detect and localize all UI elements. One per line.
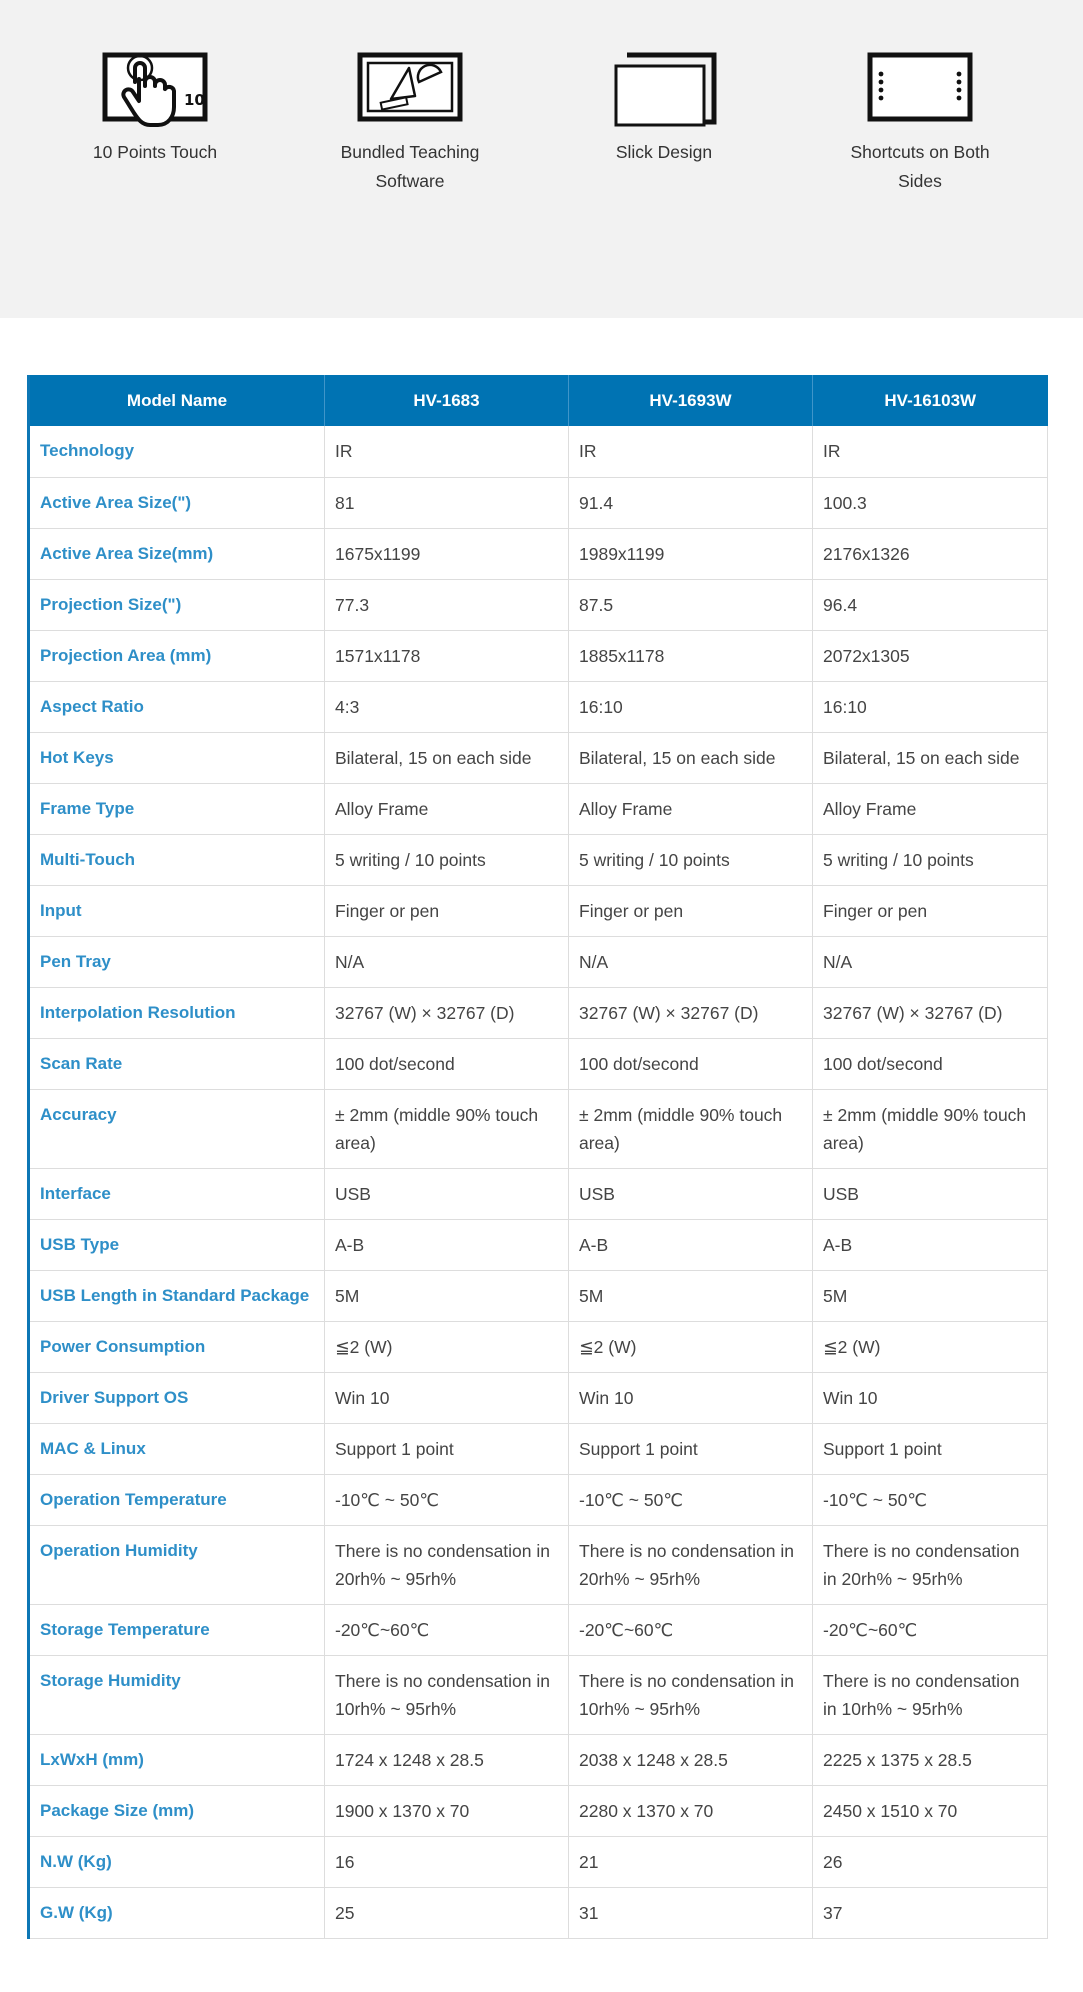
table-cell: 77.3 [325,579,569,630]
table-cell: 1885x1178 [569,630,813,681]
row-label: Frame Type [29,783,325,834]
row-label: Accuracy [29,1089,325,1168]
row-label: LxWxH (mm) [29,1734,325,1785]
table-cell: Win 10 [325,1372,569,1423]
row-label: Storage Humidity [29,1655,325,1734]
table-row [29,783,1048,834]
table-cell: ± 2mm (middle 90% touch area) [569,1089,813,1168]
feature-teaching-software [300,52,520,195]
row-label: Multi-Touch [29,834,325,885]
table-cell: 16 [325,1836,569,1887]
row-label: Projection Area (mm) [29,630,325,681]
table-cell: Bilateral, 15 on each side [569,732,813,783]
table-cell: IR [569,426,813,477]
row-label: Active Area Size(mm) [29,528,325,579]
row-label: Interpolation Resolution [29,987,325,1038]
row-label: N.W (Kg) [29,1836,325,1887]
feature-label: Shortcuts on Both Sides [850,142,990,191]
row-label: Scan Rate [29,1038,325,1089]
features-band [0,0,1083,318]
table-cell: 100 dot/second [325,1038,569,1089]
table-cell: There is no condensation in 20rh% ~ 95rh% [813,1525,1048,1604]
table-row [29,885,1048,936]
table-row [29,1321,1048,1372]
table-cell: There is no condensation in 10rh% ~ 95rh% [813,1655,1048,1734]
table-row [29,834,1048,885]
table-cell: Support 1 point [569,1423,813,1474]
table-cell: 32767 (W) × 32767 (D) [325,987,569,1038]
row-label: MAC & Linux [29,1423,325,1474]
table-cell: Support 1 point [325,1423,569,1474]
table-cell: -10℃ ~ 50℃ [325,1474,569,1525]
table-cell: 4:3 [325,681,569,732]
table-cell: Win 10 [813,1372,1048,1423]
table-cell: ≦2 (W) [569,1321,813,1372]
table-row [29,1887,1048,1938]
row-label: Package Size (mm) [29,1785,325,1836]
table-cell: 2225 x 1375 x 28.5 [813,1734,1048,1785]
table-row [29,1785,1048,1836]
table-cell: N/A [325,936,569,987]
table-cell: 16:10 [569,681,813,732]
table-cell: A-B [325,1219,569,1270]
table-cell: 1724 x 1248 x 28.5 [325,1734,569,1785]
table-cell: 100 dot/second [813,1038,1048,1089]
table-cell: Finger or pen [813,885,1048,936]
table-row [29,1525,1048,1604]
table-header-row [29,375,1048,426]
table-row [29,477,1048,528]
table-cell: 1675x1199 [325,528,569,579]
table-cell: 5M [569,1270,813,1321]
table-cell: -10℃ ~ 50℃ [813,1474,1048,1525]
shortcuts-both-sides-icon [867,52,973,128]
table-cell: 1989x1199 [569,528,813,579]
table-row [29,1734,1048,1785]
table-cell: 2280 x 1370 x 70 [569,1785,813,1836]
row-label: Technology [29,426,325,477]
svg-text:10: 10 [184,91,205,109]
row-label: Storage Temperature [29,1604,325,1655]
table-cell: 2038 x 1248 x 28.5 [569,1734,813,1785]
table-cell: N/A [813,936,1048,987]
table-cell: 31 [569,1887,813,1938]
table-cell: 1571x1178 [325,630,569,681]
row-label: Pen Tray [29,936,325,987]
table-row [29,528,1048,579]
table-row [29,1474,1048,1525]
table-row [29,1270,1048,1321]
feature-label: Bundled Teaching Software [340,142,480,191]
table-cell: -20℃~60℃ [569,1604,813,1655]
table-cell: 5M [325,1270,569,1321]
slick-design-icon [611,52,717,128]
table-cell: ≦2 (W) [325,1321,569,1372]
table-cell: USB [813,1168,1048,1219]
table-cell: A-B [569,1219,813,1270]
table-row [29,1038,1048,1089]
table-cell: 26 [813,1836,1048,1887]
row-label: Input [29,885,325,936]
row-label: Hot Keys [29,732,325,783]
table-row [29,1219,1048,1270]
table-cell: Support 1 point [813,1423,1048,1474]
table-cell: N/A [569,936,813,987]
table-cell: Bilateral, 15 on each side [813,732,1048,783]
feature-10-points-touch [45,52,265,167]
table-row [29,732,1048,783]
row-label: Driver Support OS [29,1372,325,1423]
spec-table [27,375,1048,1939]
table-row [29,1604,1048,1655]
table-cell: IR [813,426,1048,477]
table-row [29,1423,1048,1474]
table-cell: A-B [813,1219,1048,1270]
table-cell: 5 writing / 10 points [569,834,813,885]
table-cell: ≦2 (W) [813,1321,1048,1372]
table-cell: Alloy Frame [813,783,1048,834]
table-cell: There is no condensation in 10rh% ~ 95rh% [569,1655,813,1734]
table-cell: 91.4 [569,477,813,528]
header-hv-1693w: HV-1693W [569,375,813,426]
row-label: Power Consumption [29,1321,325,1372]
table-cell: USB [569,1168,813,1219]
table-cell: 2176x1326 [813,528,1048,579]
table-cell: 37 [813,1887,1048,1938]
table-cell: 100 dot/second [569,1038,813,1089]
table-cell: -20℃~60℃ [813,1604,1048,1655]
table-cell: 81 [325,477,569,528]
table-cell: There is no condensation in 10rh% ~ 95rh% [325,1655,569,1734]
table-row [29,681,1048,732]
table-cell: USB [325,1168,569,1219]
row-label: Interface [29,1168,325,1219]
table-cell: -10℃ ~ 50℃ [569,1474,813,1525]
table-cell: Bilateral, 15 on each side [325,732,569,783]
row-label: Operation Humidity [29,1525,325,1604]
table-row [29,987,1048,1038]
table-cell: ± 2mm (middle 90% touch area) [325,1089,569,1168]
table-cell: 5 writing / 10 points [813,834,1048,885]
row-label: USB Length in Standard Package [29,1270,325,1321]
table-cell: 5 writing / 10 points [325,834,569,885]
table-cell: Win 10 [569,1372,813,1423]
table-row [29,579,1048,630]
row-label: Projection Size(") [29,579,325,630]
table-row [29,1168,1048,1219]
table-cell: 96.4 [813,579,1048,630]
table-cell: 25 [325,1887,569,1938]
table-cell: 1900 x 1370 x 70 [325,1785,569,1836]
table-cell: 100.3 [813,477,1048,528]
table-cell: 87.5 [569,579,813,630]
table-cell: Finger or pen [325,885,569,936]
table-cell: There is no condensation in 20rh% ~ 95rh% [569,1525,813,1604]
table-row [29,1655,1048,1734]
table-row [29,1836,1048,1887]
table-row [29,936,1048,987]
feature-label: 10 Points Touch [92,142,218,162]
feature-slick-design [554,52,774,167]
table-cell: 32767 (W) × 32767 (D) [569,987,813,1038]
table-cell: Finger or pen [569,885,813,936]
feature-label: Slick Design [615,142,713,162]
row-label: USB Type [29,1219,325,1270]
table-row [29,1089,1048,1168]
header-hv-16103w: HV-16103W [813,375,1048,426]
row-label: Aspect Ratio [29,681,325,732]
teaching-software-icon [357,52,463,128]
row-label: Active Area Size(") [29,477,325,528]
header-hv-1683: HV-1683 [325,375,569,426]
table-cell: There is no condensation in 20rh% ~ 95rh% [325,1525,569,1604]
table-cell: Alloy Frame [569,783,813,834]
table-cell: IR [325,426,569,477]
table-cell: Alloy Frame [325,783,569,834]
table-cell: ± 2mm (middle 90% touch area) [813,1089,1048,1168]
table-cell: 2072x1305 [813,630,1048,681]
table-cell: 2450 x 1510 x 70 [813,1785,1048,1836]
row-label: Operation Temperature [29,1474,325,1525]
table-cell: -20℃~60℃ [325,1604,569,1655]
table-cell: 32767 (W) × 32767 (D) [813,987,1048,1038]
table-row [29,426,1048,477]
header-model-name: Model Name [29,375,325,426]
touch-10-points-icon [102,52,208,128]
row-label: G.W (Kg) [29,1887,325,1938]
table-row [29,630,1048,681]
table-cell: 21 [569,1836,813,1887]
feature-shortcuts-both-sides [810,52,1030,195]
table-row [29,1372,1048,1423]
table-cell: 5M [813,1270,1048,1321]
table-cell: 16:10 [813,681,1048,732]
